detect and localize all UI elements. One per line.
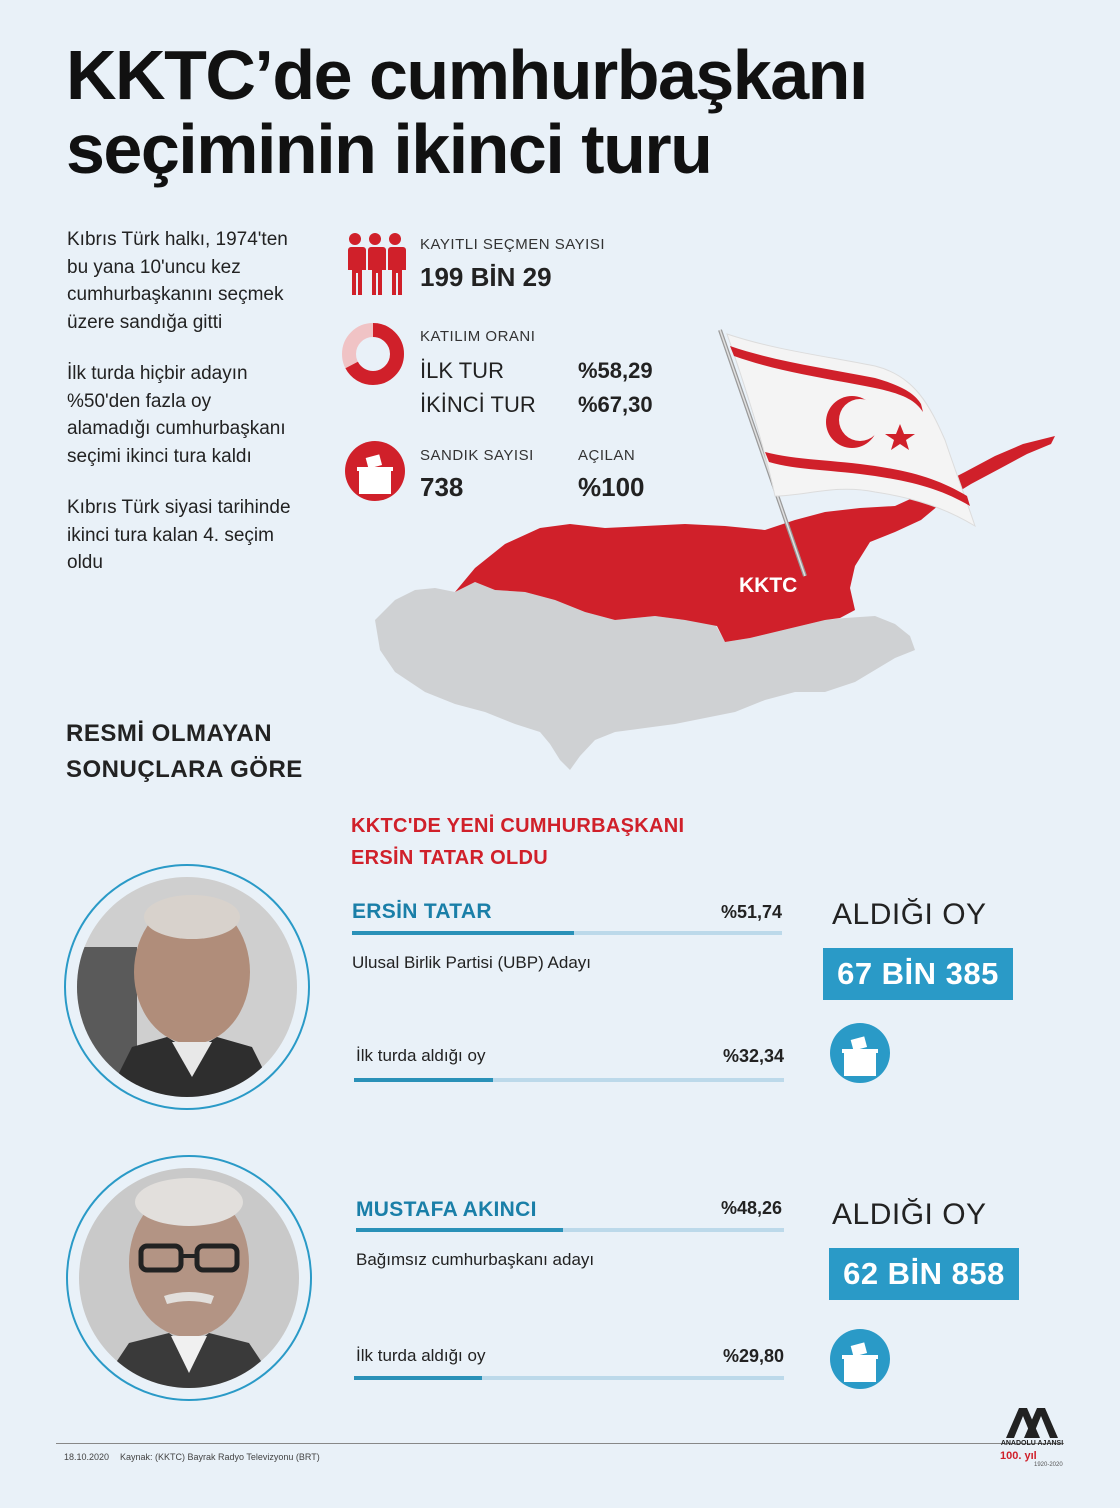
candidate-2-first-round-bar-track [354,1376,784,1380]
headline-line-1: KKTC'DE YENİ CUMHURBAŞKANI [351,815,685,837]
title-line-1: KKTC’de cumhurbaşkanı [66,36,867,114]
logo-icon [1003,1404,1061,1440]
page-title [66,38,1066,186]
ballot-box-icon [829,1328,891,1390]
second-round-value: %67,30 [578,392,653,417]
ersin-tatar-photo [77,877,297,1097]
anniversary-years: 1920-2020 [1034,1462,1063,1468]
candidate-2-first-round-bar-fill [354,1376,482,1380]
ballot-label: SANDIK SAYISI [420,447,534,464]
candidate-1-votes-value: 67 BİN 385 [823,948,1013,1000]
first-round-value: %58,29 [578,358,653,383]
footer-date: 18.10.2020 [64,1452,110,1462]
candidate-1-first-round-bar-fill [354,1078,493,1082]
candidate-2-bar-track [356,1228,784,1232]
anniversary-mark: 100. yıl [1000,1450,1037,1462]
title-line-2: seçiminin ikinci turu [66,110,712,188]
candidate-2-first-round-label: İlk turda aldığı oy [356,1346,486,1365]
mustafa-akinci-portrait [66,1155,312,1401]
second-round-label: İKİNCİ TUR [420,392,536,417]
candidate-1-name: ERSİN TATAR [352,900,492,923]
ballot-box-icon [829,1022,891,1084]
people-icon [344,232,406,296]
agency-name: ANADOLU AJANSI [1000,1440,1064,1447]
candidate-2-percent: %48,26 [720,1198,782,1218]
ersin-tatar-portrait [64,864,310,1110]
candidate-1-first-round-bar-track [354,1078,784,1082]
candidate-2-bar-fill [356,1228,563,1232]
intro-paragraph-1: Kıbrıs Türk halkı, 1974'ten bu yana 10'uncu kez cumhurbaşkanını seçmek üzere sandığa gitti [67,229,288,333]
candidate-2-votes-label: ALDIĞI OY [832,1198,987,1231]
voters-label: KAYITLI SEÇMEN SAYISI [420,236,605,253]
candidate-2-first-round-percent: %29,80 [722,1346,784,1366]
candidate-1-first-round-label: İlk turda aldığı oy [356,1046,486,1065]
candidate-1-percent: %51,74 [720,902,782,922]
intro-paragraph-2: İlk turda hiçbir adayın %50'den fazla oy alamadığı cumhurbaşkanı seçimi ikinci tura kaldı [67,363,286,467]
cyprus-map [355,320,1065,780]
opened-label: AÇILAN [578,447,636,464]
opened-value: %100 [578,472,645,502]
candidate-2-description: Bağımsız cumhurbaşkanı adayı [356,1250,595,1269]
candidate-1-votes-label: ALDIĞI OY [832,898,987,931]
candidate-1-description: Ulusal Birlik Partisi (UBP) Adayı [352,953,592,972]
footer-source: Kaynak: (KKTC) Bayrak Radyo Televizyonu (BRT) [120,1452,320,1462]
candidate-2-name: MUSTAFA AKINCI [356,1198,537,1221]
candidate-2-votes-value: 62 BİN 858 [829,1248,1019,1300]
turnout-label: KATILIM ORANI [420,328,536,345]
kktc-map-label: KKTC [739,574,798,597]
candidate-1-first-round-percent: %32,34 [722,1046,784,1066]
winner-headline [351,810,771,874]
footer-divider [56,1443,1064,1444]
voters-value: 199 BİN 29 [420,262,552,292]
results-heading: RESMİ OLMAYAN SONUÇLARA GÖRE [66,720,303,783]
intro-text [67,226,292,601]
headline-line-2: ERSİN TATAR OLDU [351,847,549,869]
ballot-value: 738 [420,472,464,502]
intro-paragraph-3: Kıbrıs Türk siyasi tarihinde ikinci tura kalan 4. seçim oldu [67,497,291,573]
first-round-label: İLK TUR [420,358,504,383]
candidate-1-bar-track [352,931,782,935]
mustafa-akinci-photo [79,1168,299,1388]
flag-icon [727,334,975,526]
candidate-1-bar-fill [352,931,574,935]
